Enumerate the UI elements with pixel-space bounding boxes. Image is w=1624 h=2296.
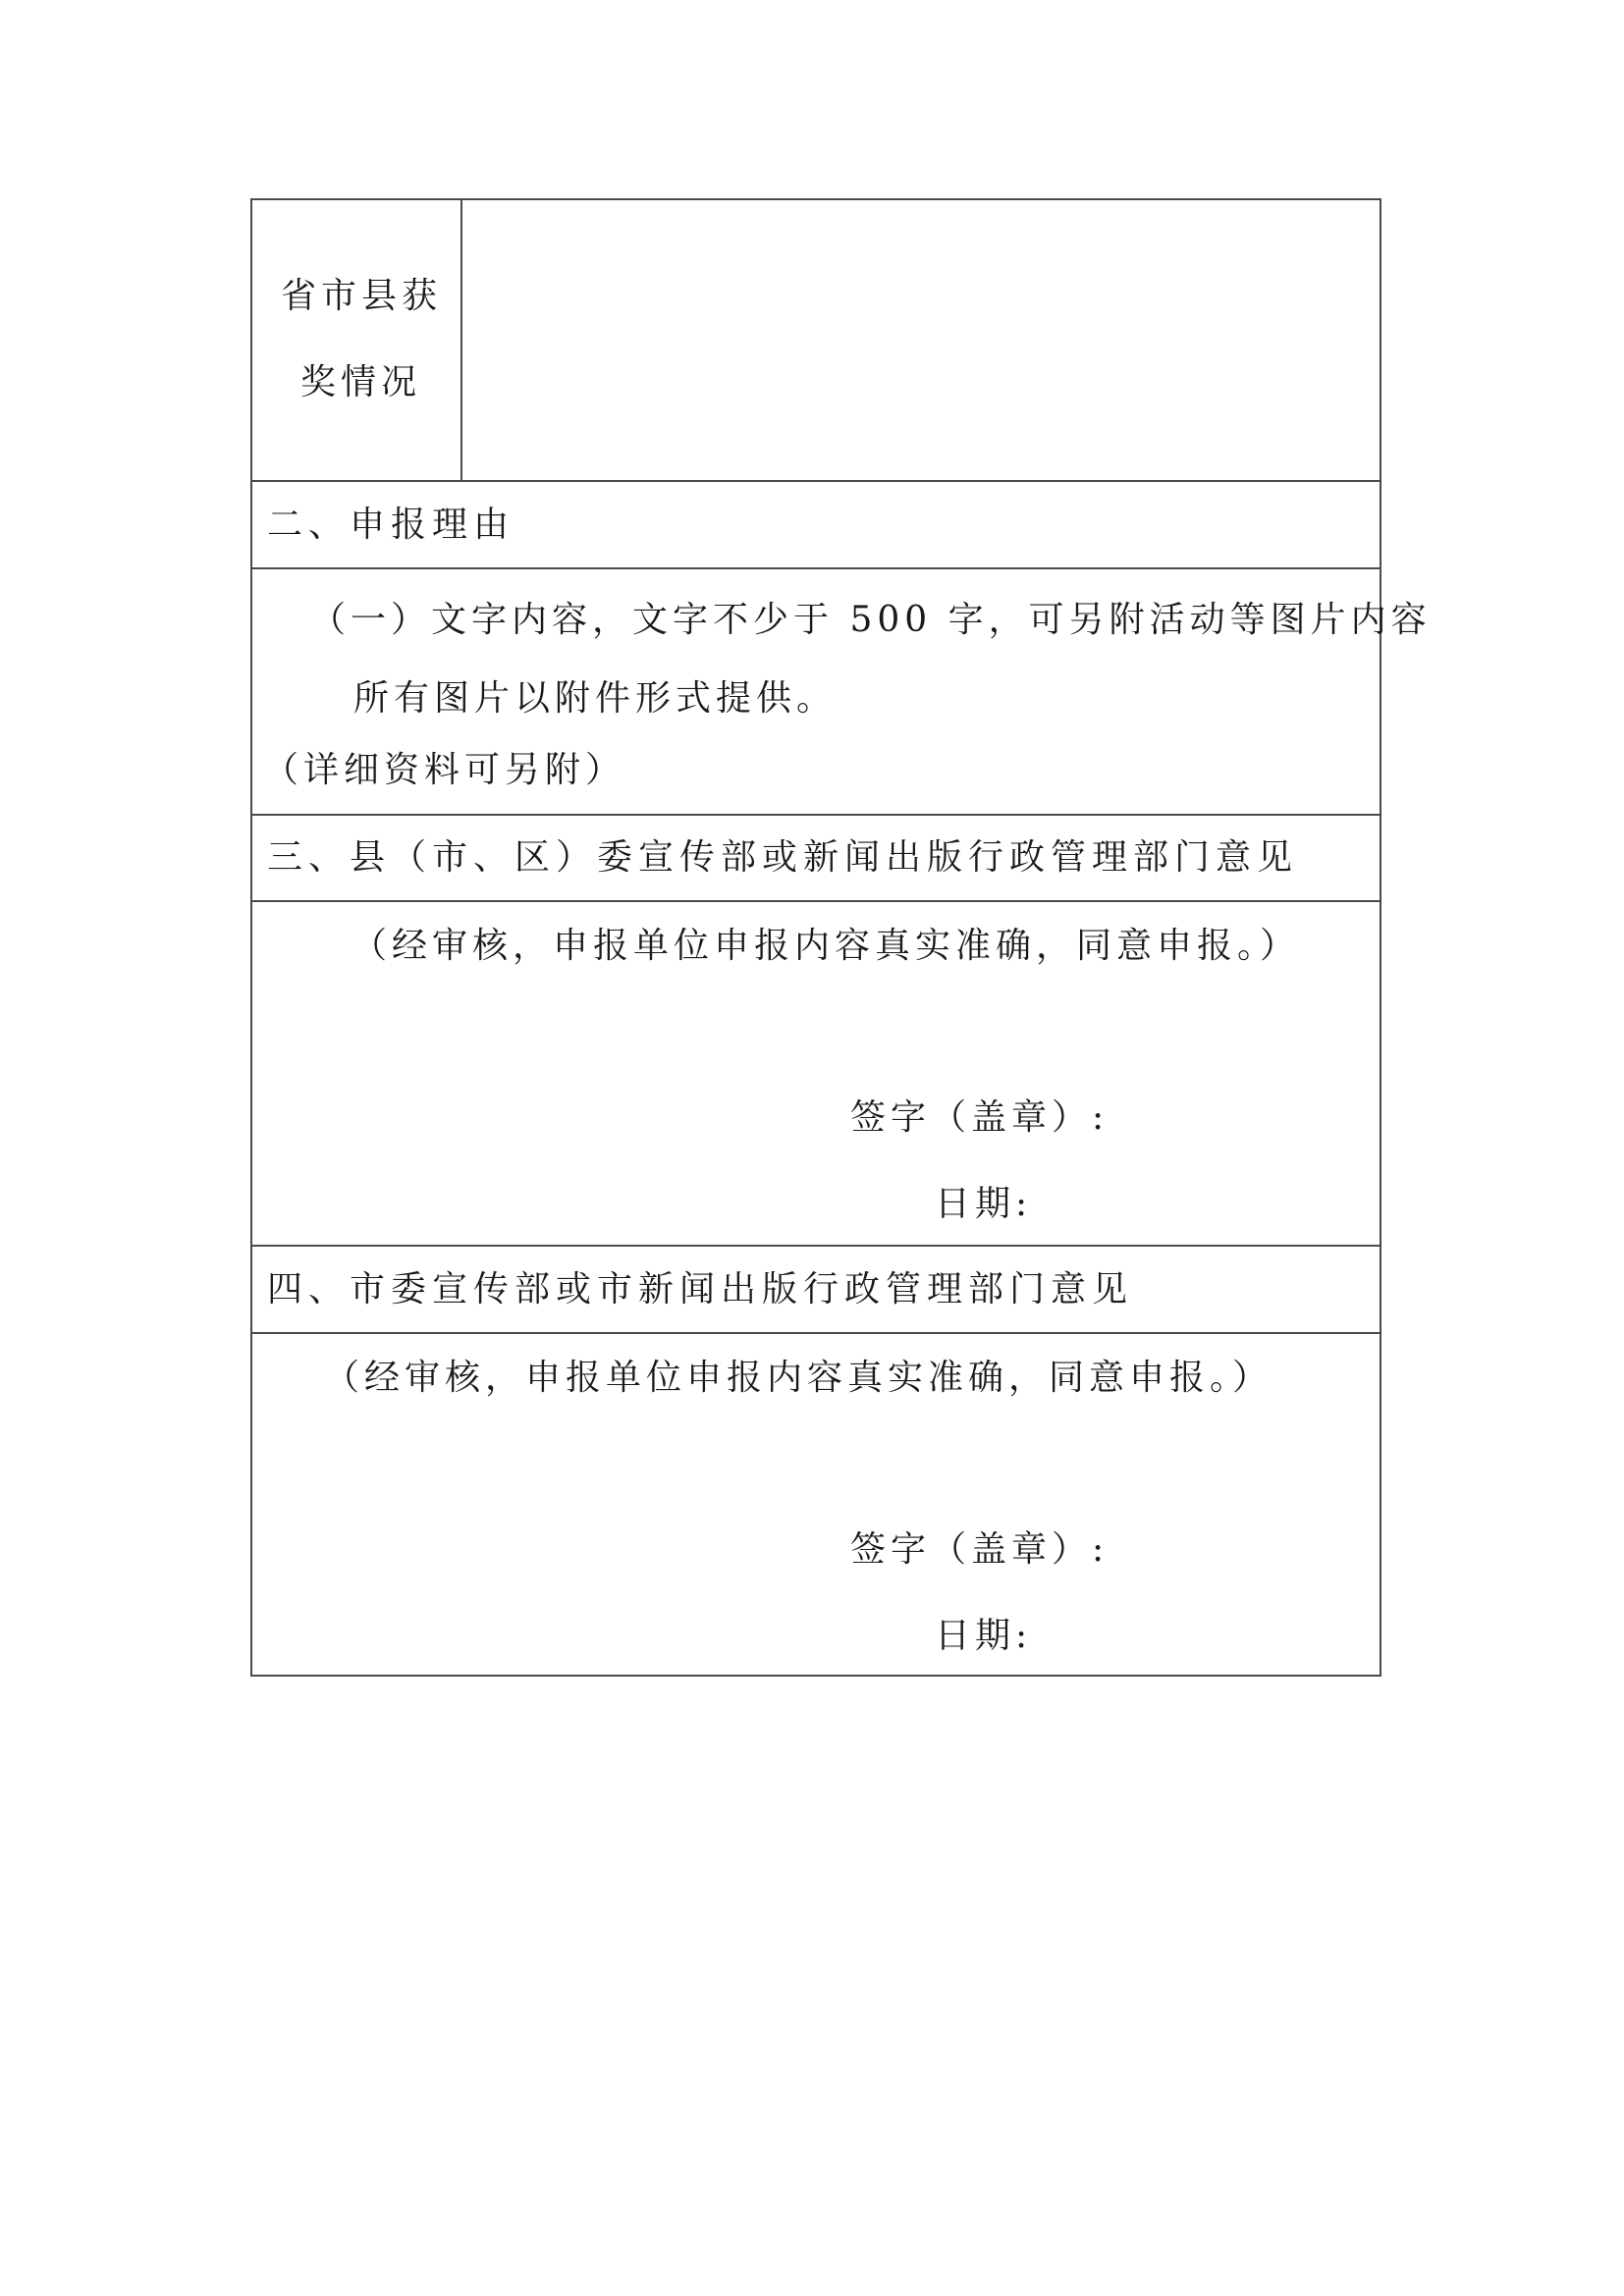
section4-signature-label: 签字（盖章）:	[850, 1529, 1110, 1570]
row-divider-section3-body	[250, 1245, 1381, 1247]
section4-header: 四、市委宣传部或市新闻出版行政管理部门意见	[267, 1269, 1134, 1309]
table-right-border	[1380, 198, 1381, 1677]
section3-signature-label: 签字（盖章）:	[850, 1097, 1110, 1138]
table-bottom-border	[250, 1675, 1381, 1677]
section4-opinion: （经审核，申报单位申报内容真实准确，同意申报。）	[324, 1358, 1273, 1398]
table-top-border	[250, 198, 1381, 200]
awards-label-line2: 奖情况	[300, 362, 422, 402]
section3-date-label: 日期:	[935, 1184, 1033, 1224]
section2-note: （详细资料可另附）	[263, 750, 626, 790]
row-divider-section2-body	[250, 814, 1381, 816]
row-divider-section2-header	[250, 567, 1381, 569]
section3-opinion: （经审核，申报单位申报内容真实准确，同意申报。）	[352, 926, 1301, 966]
section2-body-line2: 所有图片以附件形式提供。	[353, 678, 838, 719]
row-divider-awards-bottom	[250, 480, 1381, 482]
awards-value-field	[481, 221, 1365, 466]
section2-header: 二、申报理由	[267, 505, 515, 545]
section2-body-line1: （一）文字内容，文字不少于 500 字，可另附活动等图片内容	[310, 600, 1432, 640]
section4-date-label: 日期:	[935, 1616, 1033, 1656]
row-divider-section3-header	[250, 900, 1381, 902]
row-divider-section4-header	[250, 1332, 1381, 1334]
awards-label-line1: 省市县获	[281, 276, 443, 316]
table-left-border	[250, 198, 252, 1677]
awards-column-divider	[460, 198, 462, 481]
section3-header: 三、县（市、区）委宣传部或新闻出版行政管理部门意见	[267, 837, 1299, 878]
